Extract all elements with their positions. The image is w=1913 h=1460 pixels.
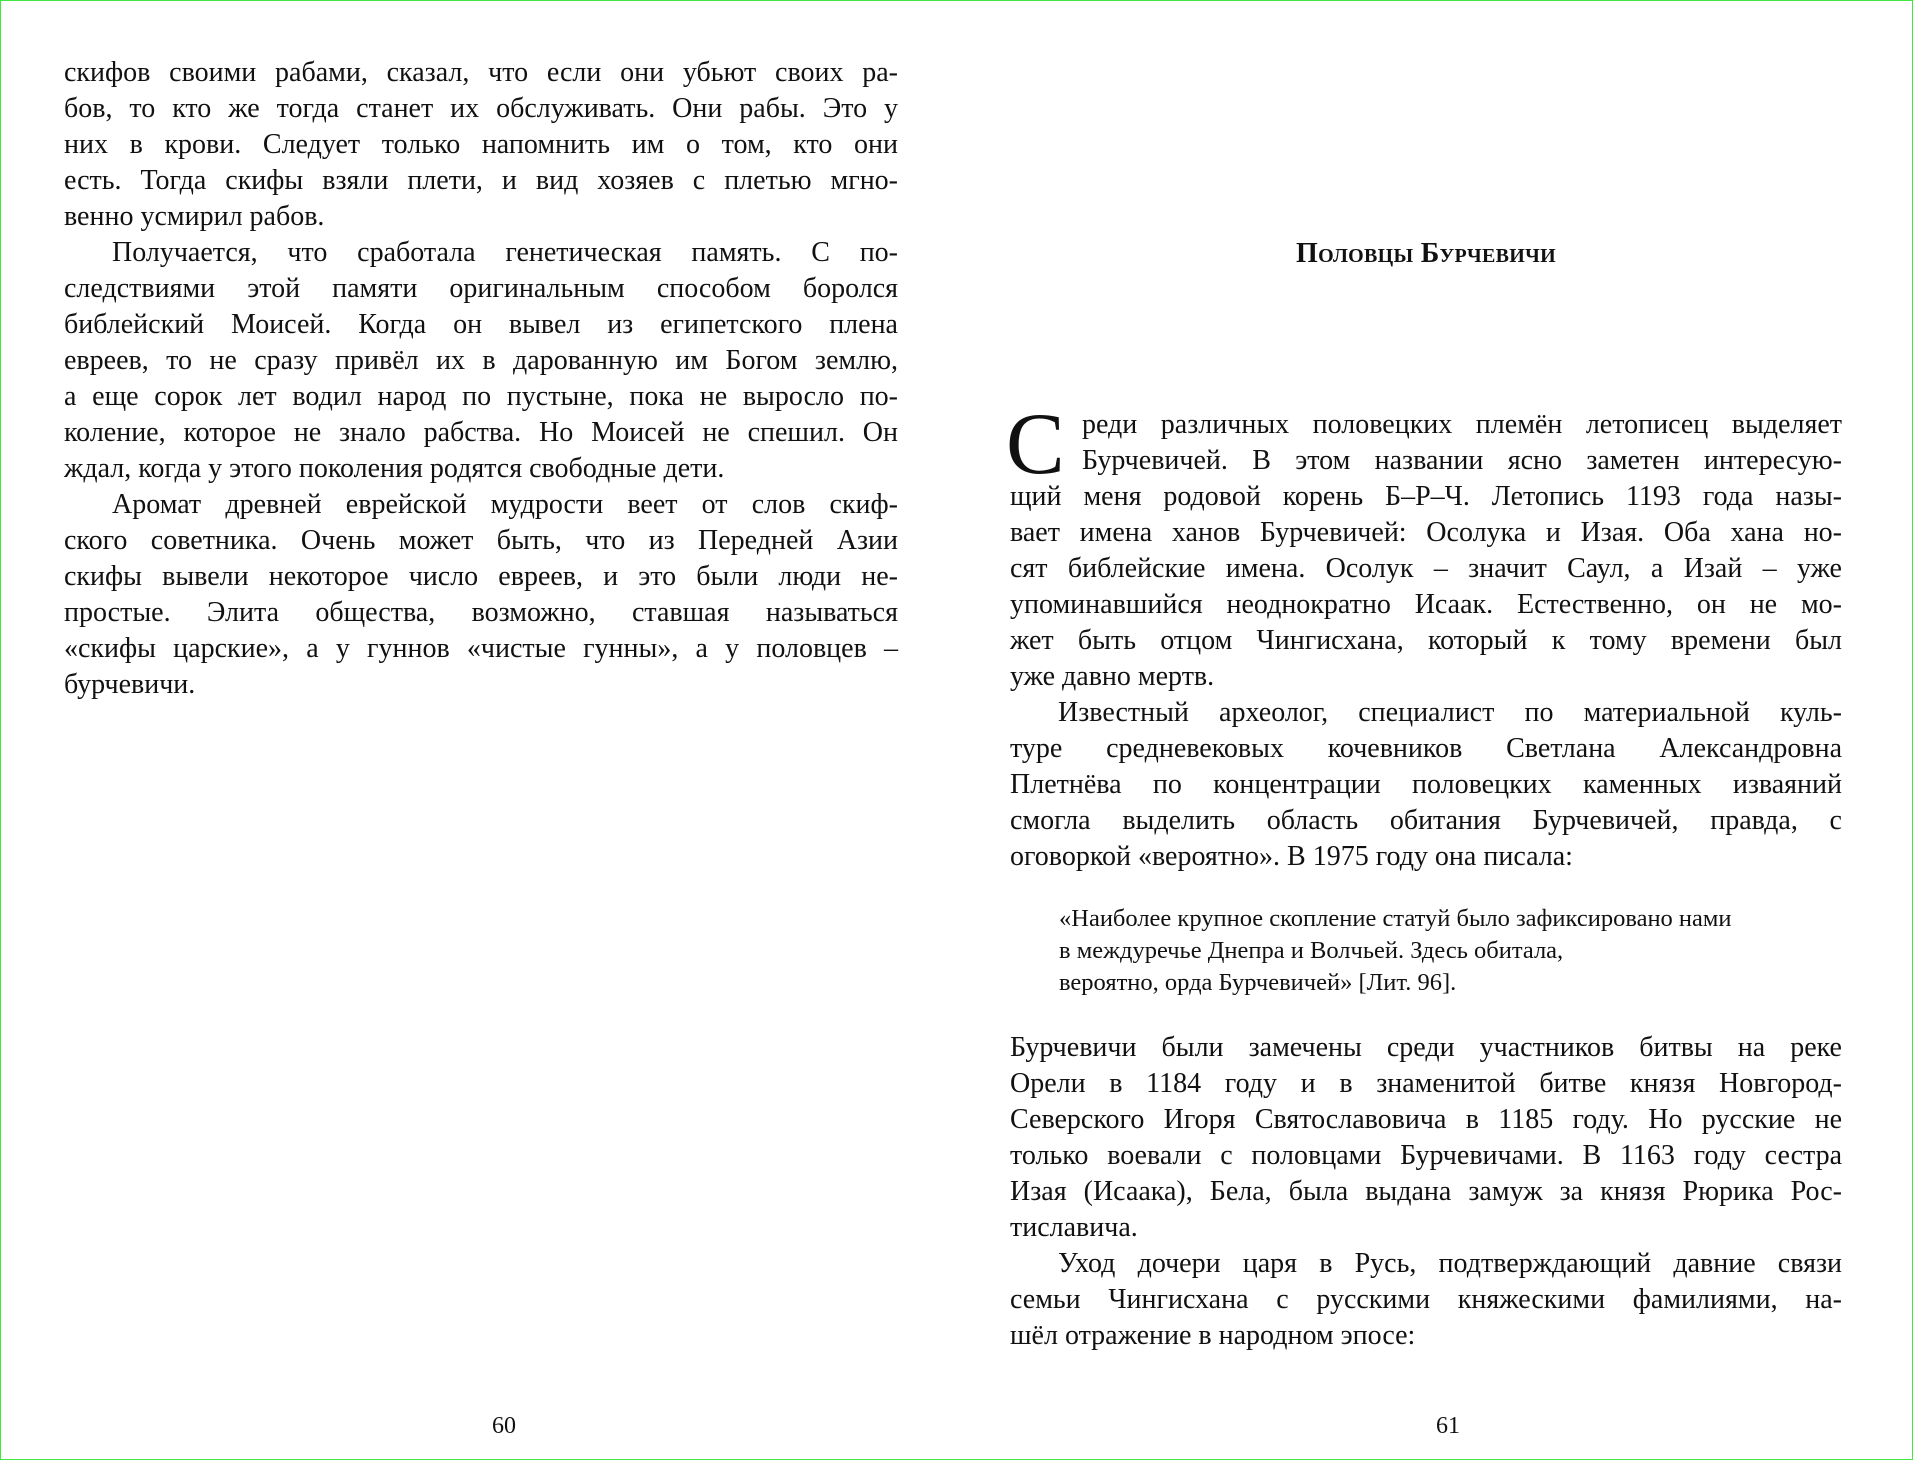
text-line: Орели в 1184 году и в знаменитой битве князя Новгород- xyxy=(1010,1068,1842,1099)
text-line: Плетнёва по концентрации половецких каменных изваяний xyxy=(1010,769,1842,800)
text-line: скифов своими рабами, сказал, что если они убьют своих ра- xyxy=(64,57,898,88)
text-line: тиславича. xyxy=(1010,1212,1138,1243)
text-line: ждал, когда у этого поколения родятся свободные дети. xyxy=(64,453,725,484)
text-line: простые. Элита общества, возможно, ставшая называться xyxy=(64,597,898,628)
text-line: реди различных половецких племён летописец выделяет xyxy=(1082,409,1842,440)
text-line: жет быть отцом Чингисхана, который к тому времени был xyxy=(1010,625,1842,656)
text-line: Известный археолог, специалист по материальной куль- xyxy=(1058,697,1842,728)
chapter-title: Половцы Бурчевичи xyxy=(1296,238,1556,269)
text-line: венно усмирил рабов. xyxy=(64,201,325,232)
text-line: шёл отражение в народном эпосе: xyxy=(1010,1320,1416,1351)
block-quote xyxy=(1059,903,1839,999)
right-page-paragraphs-1-2 xyxy=(1006,396,1842,875)
text-line: сят библейские имена. Осолук – значит Саул, а Изай – уже xyxy=(1010,553,1842,584)
text-line: Уход дочери царя в Русь, подтверждающий давние связи xyxy=(1058,1248,1842,1279)
text-line: щий меня родовой корень Б–Р–Ч. Летопись 1193 года назы- xyxy=(1010,481,1842,512)
text-line: евреев, то не сразу привёл их в дарованную им Богом землю, xyxy=(64,345,898,376)
text-line: Изая (Исаака), Бела, была выдана замуж за князя Рюрика Рос- xyxy=(1010,1176,1842,1207)
text-line: библейский Моисей. Когда он вывел из египетского плена xyxy=(64,309,898,340)
text-line: только воевали с половцами Бурчевичами. В 1163 году сестра xyxy=(1010,1140,1842,1171)
quote-line: «Наиболее крупное скопление статуй было зафиксировано нами xyxy=(1059,905,1732,932)
text-line: есть. Тогда скифы взяли плети, и вид хозяев с плетью мгно- xyxy=(64,165,898,196)
text-line: туре средневековых кочевников Светлана Александровна xyxy=(1010,733,1842,764)
text-line: бов, то кто же тогда станет их обслуживать. Они рабы. Это у xyxy=(64,93,898,124)
quote-line: в междуречье Днепра и Волчьей. Здесь обитала, xyxy=(1059,937,1564,964)
text-line: коление, которое не знало рабства. Но Моисей не спешил. Он xyxy=(64,417,898,448)
text-line: Бурчевичей. В этом названии ясно заметен интересую- xyxy=(1082,445,1842,476)
left-page-text xyxy=(64,55,898,703)
text-line: упоминавшийся неоднократно Исаак. Естественно, он не мо- xyxy=(1010,589,1842,620)
right-page-paragraphs-3-4 xyxy=(1010,1030,1842,1354)
text-line: ского советника. Очень может быть, что из Передней Азии xyxy=(64,525,898,556)
quote-line: вероятно, орда Бурчевичей» [Лит. 96]. xyxy=(1059,969,1457,996)
text-line: Получается, что сработала генетическая память. С по- xyxy=(112,237,898,268)
text-line: Аромат древней еврейской мудрости веет от слов скиф- xyxy=(112,489,898,520)
page-number-left: 60 xyxy=(492,1413,516,1439)
text-line: них в крови. Следует только напомнить им о том, кто они xyxy=(64,129,898,160)
text-line: скифы вывели некоторое число евреев, и это были люди не- xyxy=(64,561,898,592)
text-line: следствиями этой памяти оригинальным способом боролся xyxy=(64,273,898,304)
text-line: уже давно мертв. xyxy=(1010,661,1215,692)
text-line: Северского Игоря Святославовича в 1185 году. Но русские не xyxy=(1010,1104,1842,1135)
text-line: «скифы царские», а у гуннов «чистые гунны», а у половцев – xyxy=(64,633,898,664)
text-line: оговоркой «вероятно». В 1975 году она писала: xyxy=(1010,841,1573,872)
text-line: смогла выделить область обитания Бурчевичей, правда, с xyxy=(1010,805,1842,836)
text-line: Бурчевичи были замечены среди участников битвы на реке xyxy=(1010,1032,1842,1063)
text-line: а еще сорок лет водил народ по пустыне, пока не выросло по- xyxy=(64,381,898,412)
page-number-right: 61 xyxy=(1436,1413,1460,1439)
text-line: вает имена ханов Бурчевичей: Осолука и Изая. Оба хана но- xyxy=(1010,517,1842,548)
text-line: бурчевичи. xyxy=(64,669,196,700)
text-line: семьи Чингисхана с русскими княжескими фамилиями, на- xyxy=(1010,1284,1842,1315)
drop-cap: С xyxy=(1006,396,1065,493)
